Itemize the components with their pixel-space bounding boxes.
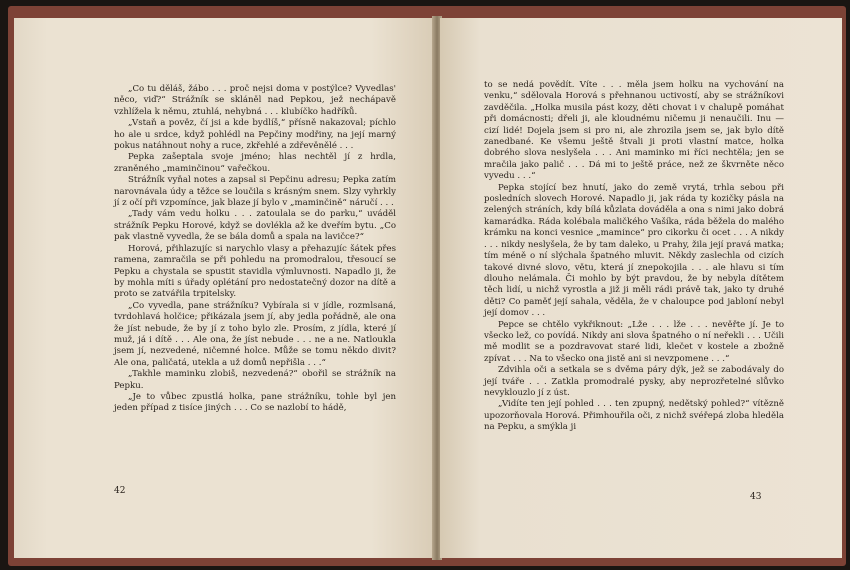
paragraph: „Co tu děláš, žábo . . . proč nejsi doma v postýlce? Vyvedlas' něco, viď?“ Strážník se skláněl nad Pepkou, jež nechápavě vzhlížela k němu, ztuhlá, nehybná . . . klubíčko hadříků. bbox=[114, 84, 396, 117]
paragraph: Horová, přihlazujíc si narychlo vlasy a přehazujíc šátek přes ramena, zamračila se při pohledu na promodralou, třesoucí se Pepku a chystala se spustit stavidla výmluvnosti. Napadlo ji, že by mohla míti s úřady oplétání pro nedostatečný dozor na dítě a proto se zatvářila trpitelsky. bbox=[114, 243, 396, 300]
paragraph: „Je to vůbec zpustlá holka, pane strážníku, tohle byl jen jeden případ z tisíce jiných . . . Co se nazlobí to hádě, bbox=[114, 391, 396, 414]
paragraph: Strážník vyňal notes a zapsal si Pepčinu adresu; Pepka zatím narovnávala údy a těžce se loučila s krásným snem. Slzy vyhrkly jí z očí při vzpomínce, jak blaze jí bylo v „maminčině“ náručí . . . bbox=[114, 175, 396, 209]
left-page-text bbox=[114, 84, 396, 415]
paragraph: Pepka zašeptala svoje jméno; hlas nechtěl jí z hrdla, zraněného „maminčinou“ vařečkou. bbox=[114, 152, 396, 174]
right-page bbox=[440, 18, 842, 558]
left-page bbox=[14, 18, 434, 558]
page-number: 43 bbox=[750, 492, 762, 502]
paragraph: „Tady vám vedu holku . . . zatoulala se do parku,“ uváděl strážník Pepku Horové, když se dovlékla až ke dveřím bytu. „Co pak vlastně vyvedla, že se bála domů a spala na lavičce?“ bbox=[114, 209, 396, 243]
paragraph: „Co vyvedla, pane strážníku? Vybírala si v jídle, rozmlsaná, tvrdohlavá holčice; přikázala jsem jí, aby jedla pořádně, ale ona že jíst nebude, že by jí z toho bylo zle. Prosím, z jídla, které jí muž, já i dítě . . . Ale ona, že jíst nebude . . . ne a ne. Natloukla jsem jí, nezvedené, ničemné holce. Může se tomu někdo divit? Ale ona, paličatá, utekla a už domů nepřišla . . .“ bbox=[114, 300, 396, 368]
paragraph: „Takhle maminku zlobiš, nezvedená?“ obořil se strážník na Pepku. bbox=[114, 369, 396, 391]
paragraph: to se nedá povědít. Víte . . . měla jsem holku na vychování na venku,“ sdělovala Horová s přehnanou uctivostí, aby se strážníkovi zavděčila. „Holka musila pást kozy, děti chovat i v chalupě pomáhat při domácnosti; dřeli ji, ale kloudnému ničemu ji nenaučili. Inu — cizí lidé! Dojela jsem si pro ni, ale zhrozila jsem se, jak bylo dítě zanedbané. Ke všemu ještě štvali ji proti vlastní matce, holka dobrého slova neslyšela . . . Ani maminko mi říci nechtěla; jen se mračila jako palič . . . Dá mi to ještě práce, než ze škvrněte něco vyvedu . . .“ bbox=[484, 80, 784, 182]
right-page-text bbox=[484, 80, 784, 434]
paragraph: Pepce se chtělo vykřiknout: „Lže . . . lže . . . nevěřte jí. Je to všecko lež, co povídá. Nikdy ani slova špatného o ní neřekli . . . Učili mě modlit se a pozdravovat staré lidi, klečet v kostele a zbožně zpívat . . . Na to všecko ona jistě ani si nevzpomene . . .“ bbox=[484, 319, 784, 364]
paragraph: „Vstaň a pověz, čí jsi a kde bydlíš,“ přísně nakazoval; píchlo ho ale u srdce, když pohlédl na Pepčiny modřiny, na její marný pokus natáhnout nohy a ruce, zkřehlé a zdřevěnělé . . . bbox=[114, 118, 396, 152]
page-number: 42 bbox=[114, 486, 126, 496]
paragraph: Zdvihla oči a setkala se s dvěma páry dýk, jež se zabodávaly do její tváře . . . Zatkla promodralé pysky, aby neprozřetelné slůvko nevyklouzlo jí z úst. bbox=[484, 365, 784, 398]
paragraph: „Vidíte ten její pohled . . . ten zpupný, nedětský pohled?“ vítězně upozorňovala Horová. Přimhouřila oči, z nichž svéřepá zloba hleděla na Pepku, a smýkla ji bbox=[484, 399, 784, 433]
paragraph: Pepka stojící bez hnutí, jako do země vrytá, trhla sebou při posledních slovech Horové. Napadlo ji, jak ráda ty kozičky pásla na zelených stráních, kdy bílá kůzlata dováděla a ona s nimi jako dobrá kamarádka. Ráda kolébala maličkého Vašíka, ráda běžela do malého krámku na konci vesnice „mamince“ pro cikorku či ocet . . . A nikdy . . . nikdy neslyšela, že by tam daleko, u Prahy, žila její pravá matka; tím méně o ní slýchala špatného mluvit. Někdy zaslechla od cizích takové divné slovo, větu, která jí znepokojila . . . ale hlavu si tím dlouho nelámala. Či mohlo by být pravdou, že by nebyla dítětem těch lidí, u nichž vyrostla a již ji měli rádi právě tak, jako ty druhé děti? Co paměť její sahala, věděla, že v chaloupce pod jabloní nebyl její domov . . . bbox=[484, 182, 784, 319]
